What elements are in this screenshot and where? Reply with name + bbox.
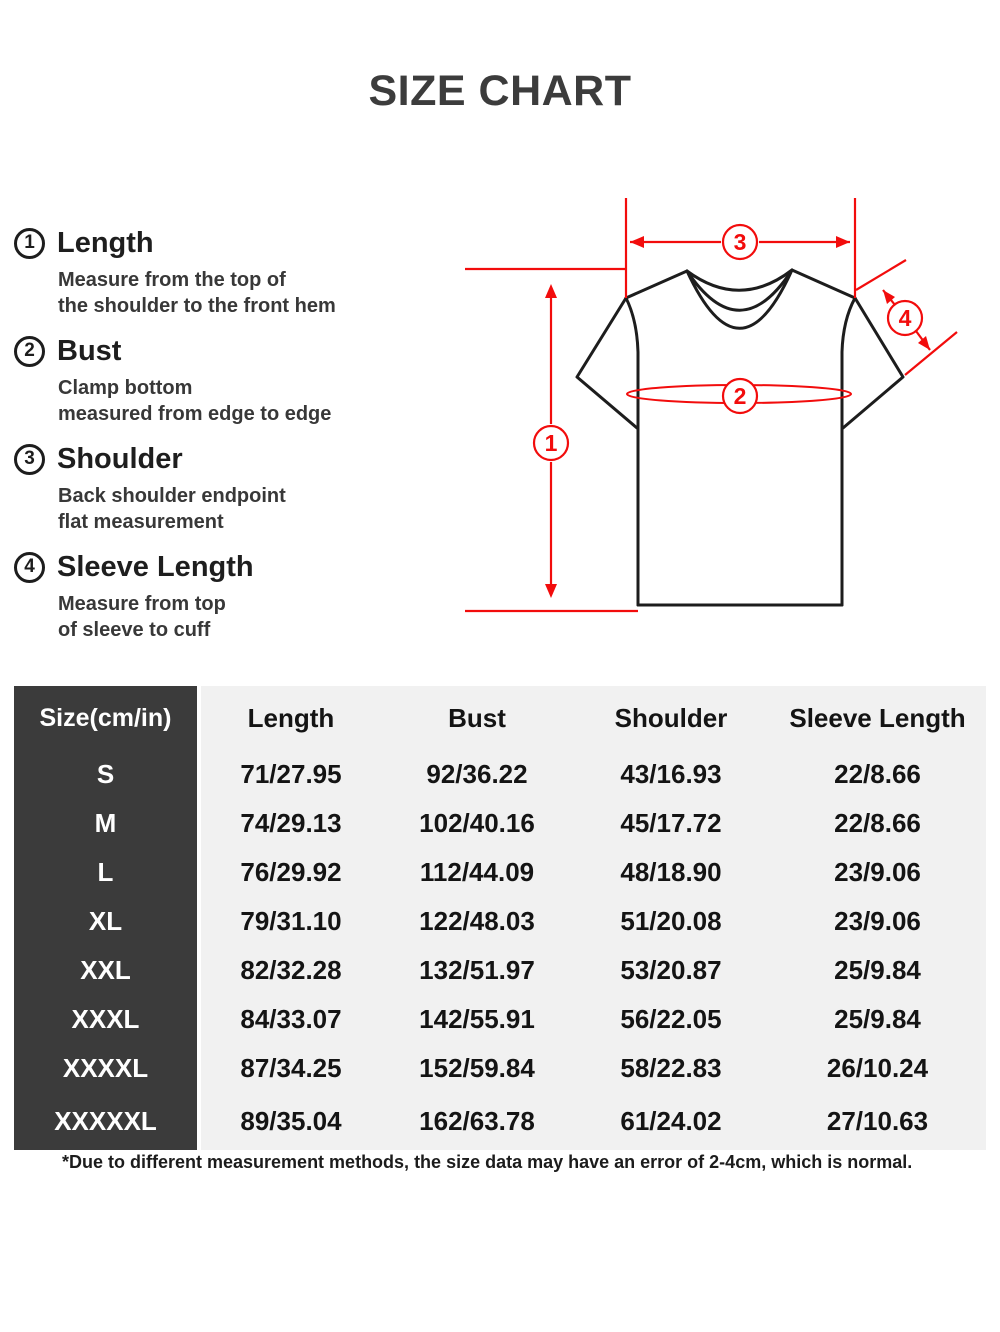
cell-bust: 112/44.09 xyxy=(381,848,573,897)
cell-length: 89/35.04 xyxy=(201,1093,381,1150)
cell-length: 74/29.13 xyxy=(201,799,381,848)
column-header-length: Length xyxy=(201,686,381,750)
cell-sleeve: 23/9.06 xyxy=(769,897,986,946)
row-label: XXL xyxy=(14,946,201,995)
cell-shoulder: 48/18.90 xyxy=(573,848,769,897)
cell-bust: 162/63.78 xyxy=(381,1093,573,1150)
legend-label: Length xyxy=(57,226,154,259)
tshirt-icon xyxy=(577,270,903,605)
row-label: L xyxy=(14,848,201,897)
legend-description: Measure from top of sleeve to cuff xyxy=(58,593,226,641)
cell-sleeve: 22/8.66 xyxy=(769,750,986,799)
cell-shoulder: 53/20.87 xyxy=(573,946,769,995)
legend-number-icon: 4 xyxy=(14,552,45,583)
marker-1: 1 xyxy=(544,430,558,456)
cell-shoulder: 51/20.08 xyxy=(573,897,769,946)
row-label: XXXL xyxy=(14,995,201,1044)
cell-bust: 102/40.16 xyxy=(381,799,573,848)
cell-length: 71/27.95 xyxy=(201,750,381,799)
legend-label: Shoulder xyxy=(57,442,183,475)
row-label: XXXXL xyxy=(14,1044,201,1093)
row-label: XXXXXL xyxy=(14,1093,201,1150)
column-header-size: Size(cm/in) xyxy=(14,686,201,750)
marker-2: 2 xyxy=(733,383,747,409)
cell-shoulder: 58/22.83 xyxy=(573,1044,769,1093)
cell-sleeve: 25/9.84 xyxy=(769,946,986,995)
legend-description: Back shoulder endpoint flat measurement xyxy=(58,485,286,533)
legend-item-sleeve-length xyxy=(14,548,454,643)
cell-sleeve: 26/10.24 xyxy=(769,1044,986,1093)
cell-bust: 142/55.91 xyxy=(381,995,573,1044)
cell-shoulder: 43/16.93 xyxy=(573,750,769,799)
legend-item-bust xyxy=(14,332,454,427)
cell-bust: 152/59.84 xyxy=(381,1044,573,1093)
legend-number-icon: 1 xyxy=(14,228,45,259)
size-table xyxy=(14,686,986,1150)
cell-shoulder: 45/17.72 xyxy=(573,799,769,848)
measurement-disclaimer: *Due to different measurement methods, the size data may have an error of 2-4cm, which is normal. xyxy=(62,1152,913,1172)
row-label: M xyxy=(14,799,201,848)
column-header-sleeve: Sleeve Length xyxy=(769,686,986,750)
legend-number-icon: 3 xyxy=(14,444,45,475)
column-header-shoulder: Shoulder xyxy=(573,686,769,750)
measurement-legend xyxy=(14,224,454,656)
tshirt-measurement-diagram xyxy=(440,170,1000,660)
cell-sleeve: 25/9.84 xyxy=(769,995,986,1044)
row-label: XL xyxy=(14,897,201,946)
cell-sleeve: 27/10.63 xyxy=(769,1093,986,1150)
cell-length: 87/34.25 xyxy=(201,1044,381,1093)
legend-label: Sleeve Length xyxy=(57,550,254,583)
cell-length: 76/29.92 xyxy=(201,848,381,897)
cell-length: 79/31.10 xyxy=(201,897,381,946)
legend-description: Clamp bottom measured from edge to edge xyxy=(58,377,332,425)
cell-bust: 122/48.03 xyxy=(381,897,573,946)
cell-length: 84/33.07 xyxy=(201,995,381,1044)
cell-sleeve: 22/8.66 xyxy=(769,799,986,848)
legend-item-shoulder xyxy=(14,440,454,535)
column-header-bust: Bust xyxy=(381,686,573,750)
row-label: S xyxy=(14,750,201,799)
cell-shoulder: 61/24.02 xyxy=(573,1093,769,1150)
marker-4: 4 xyxy=(898,305,912,331)
legend-number-icon: 2 xyxy=(14,336,45,367)
cell-bust: 92/36.22 xyxy=(381,750,573,799)
cell-shoulder: 56/22.05 xyxy=(573,995,769,1044)
legend-label: Bust xyxy=(57,334,122,367)
cell-bust: 132/51.97 xyxy=(381,946,573,995)
legend-item-length xyxy=(14,224,454,319)
page-title: SIZE CHART xyxy=(368,67,632,115)
marker-3: 3 xyxy=(733,229,747,255)
cell-sleeve: 23/9.06 xyxy=(769,848,986,897)
legend-description: Measure from the top of the shoulder to the front hem xyxy=(58,269,336,317)
cell-length: 82/32.28 xyxy=(201,946,381,995)
